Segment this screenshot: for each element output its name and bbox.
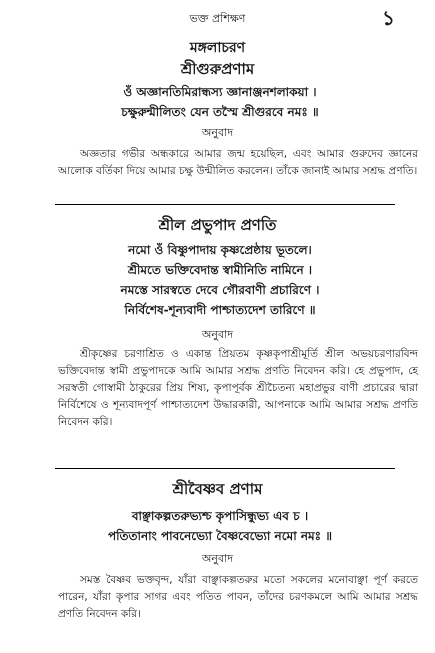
prabhupada-pranati-title: শ্রীল প্রভুপাদ প্রণতি <box>158 216 277 234</box>
vaishnava-pranam-title: শ্রীবৈষ্ণব প্রণাম <box>172 480 263 498</box>
guru-pranam-verse <box>30 82 410 122</box>
running-head: ভক্ত প্রশিক্ষণ <box>189 12 246 25</box>
mangalacharan-heading: মঙ্গলাচরণ <box>189 40 246 56</box>
translation-label: অনুবাদ <box>201 126 234 139</box>
verse-line: পতিতানাং পাবনেভ্যো বৈষ্ণবেভ্যো নমো নমঃ ॥ <box>107 529 333 543</box>
verse-line: নমস্তে সারস্বতে দেবে গৌরবাণী প্রচারিণে । <box>120 283 320 297</box>
prabhupada-translation: শ্রীকৃষ্ণের চরণাশ্রিত ও একান্ত প্রিয়তম কৃষ্ণকৃপাশ্রীমূর্তি শ্রীল অভয়চরণারবিন্দ ভক্তিবেদান্ত স্বামী প্রভুপাদকে আমি আমার সশ্রদ্ধ প্রণতি নিবেদন করি। হে প্রভুপাদ, হে সরস্বতী গোস্বামী ঠাকুরের প্রিয় শিষ্য, কৃপাপূর্বক শ্রীচৈতন্য মহাপ্রভুর বাণী প্রচারের দ্বারা নির্বিশেষে ও শূন্যবাদপূর্ণ পাশ্চাত্যদেশ উদ্ধারকারী, আপনাকে আমি আমার সশ্রদ্ধ প্রণতি নিবেদন করি। <box>58 348 418 428</box>
verse-line: ওঁ অজ্ঞানতিমিরান্ধস্য জ্ঞানাঞ্জনশলাকয়া । <box>123 85 317 99</box>
vaishnava-translation: সমস্ত বৈষ্ণব ভক্তবৃন্দ, যাঁরা বাঞ্ছাকল্পতরুর মতো সকলের মনোবাঞ্ছা পূর্ণ করতে পারেন, যাঁরা কৃপার সাগর এবং পতিত পাবন, তাঁদের চরণকমলে আমি আমার সশ্রদ্ধ প্রণতি নিবেদন করি। <box>58 574 418 620</box>
translation-label: অনুবাদ <box>201 552 234 565</box>
prabhupada-verse <box>30 240 410 320</box>
page-number: ১ <box>382 6 395 30</box>
section-divider <box>55 468 395 469</box>
verse-line: চক্ষুরুন্মীলিতং যেন তস্মৈ শ্রীগুরবে নমঃ ॥ <box>121 105 319 119</box>
verse-line: বাঞ্ছাকল্পতরুভ্যশ্চ কৃপাসিন্ধুভ্য এব চ । <box>131 509 309 523</box>
guru-pranam-translation: অজ্ঞতার গভীর অন্ধকারে আমার জন্ম হয়েছিল, এবং আমার গুরুদেব জ্ঞানের আলোক বর্তিকা দিয়ে আমার চক্ষু উন্মীলিত করলেন। তাঁকে জানাই আমার সশ্রদ্ধ প্রণতি। <box>58 148 418 177</box>
guru-pranam-title: শ্রীগুরুপ্রণাম <box>180 60 255 78</box>
verse-line: নির্বিশেষ-শূন্যবাদী পাশ্চাত্যদেশ তারিণে ॥ <box>124 303 316 317</box>
section-divider <box>55 204 395 205</box>
verse-line: শ্রীমতে ভক্তিবেদান্ত স্বামীনিতি নামিনে । <box>127 263 313 277</box>
verse-line: নমো ওঁ বিষ্ণুপাদায় কৃষ্ণপ্রেষ্ঠায় ভূতলে। <box>128 243 312 257</box>
vaishnava-verse <box>30 506 410 546</box>
translation-label: অনুবাদ <box>201 328 234 341</box>
